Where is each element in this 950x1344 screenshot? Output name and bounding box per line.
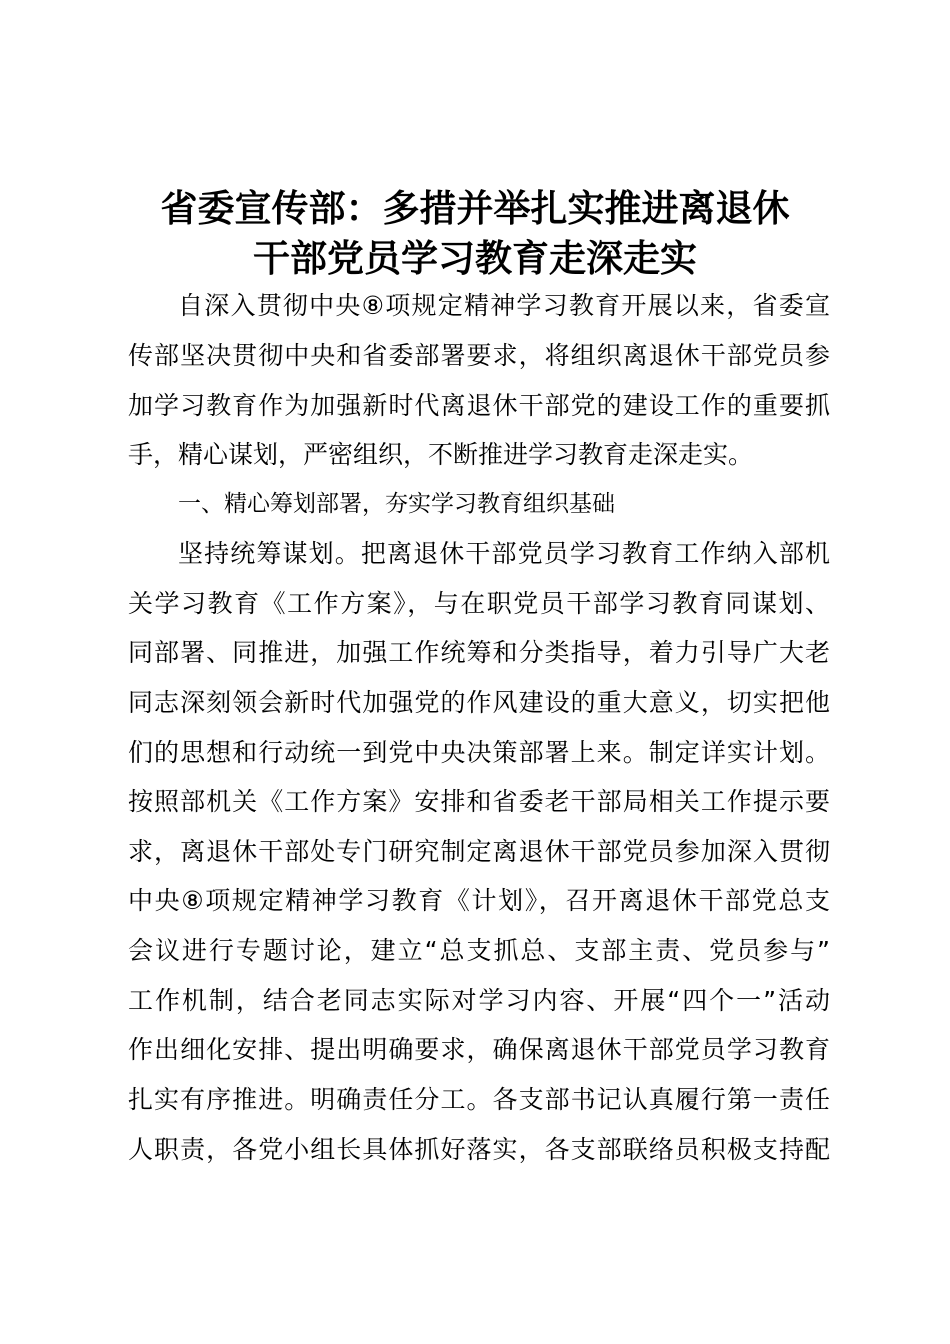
document-title-line-1: 省委宣传部：多措并举扎实推进离退休 — [160, 187, 790, 230]
paragraph-line: 手，精心谋划，严密组织，不断推进学习教育走深走实。 — [128, 440, 754, 469]
paragraph-line: 求，离退休干部处专门研究制定离退休干部党员参加深入贯彻 — [128, 837, 830, 866]
paragraph-line: 会议进行专题讨论，建立“总支抓总、支部主责、党员参与” — [128, 936, 830, 965]
paragraph-line: 作出细化安排、提出明确要求，确保离退休干部党员学习教育 — [128, 1035, 830, 1064]
document-title-line-2: 干部党员学习教育走深走实 — [253, 237, 697, 280]
paragraph-line: 同志深刻领会新时代加强党的作风建设的重大意义，切实把他 — [128, 688, 830, 717]
paragraph-line: 按照部机关《工作方案》安排和省委老干部局相关工作提示要 — [128, 787, 830, 816]
paragraph-line: 们的思想和行动统一到党中央决策部署上来。制定详实计划。 — [128, 738, 830, 767]
paragraph-line: 同部署、同推进，加强工作统筹和分类指导，着力引导广大老 — [128, 638, 830, 667]
paragraph-line: 关学习教育《工作方案》，与在职党员干部学习教育同谋划、 — [128, 589, 830, 618]
paragraph-line: 扎实有序推进。明确责任分工。各支部书记认真履行第一责任 — [128, 1085, 830, 1114]
paragraph-line: 工作机制，结合老同志实际对学习内容、开展“四个一”活动 — [128, 986, 830, 1015]
paragraph-line: 坚持统筹谋划。把离退休干部党员学习教育工作纳入部机 — [178, 539, 830, 568]
paragraph-line: 加学习教育作为加强新时代离退休干部党的建设工作的重要抓 — [128, 391, 830, 420]
paragraph-line: 传部坚决贯彻中央和省委部署要求，将组织离退休干部党员参 — [128, 341, 830, 370]
paragraph-line: 中央⑧项规定精神学习教育《计划》，召开离退休干部党总支 — [128, 886, 830, 915]
section-heading: 一、精心筹划部署，夯实学习教育组织基础 — [178, 491, 615, 517]
paragraph-line: 人职责，各党小组长具体抓好落实，各支部联络员积极支持配 — [128, 1135, 830, 1164]
paragraph-line: 自深入贯彻中央⑧项规定精神学习教育开展以来，省委宣 — [178, 291, 830, 320]
